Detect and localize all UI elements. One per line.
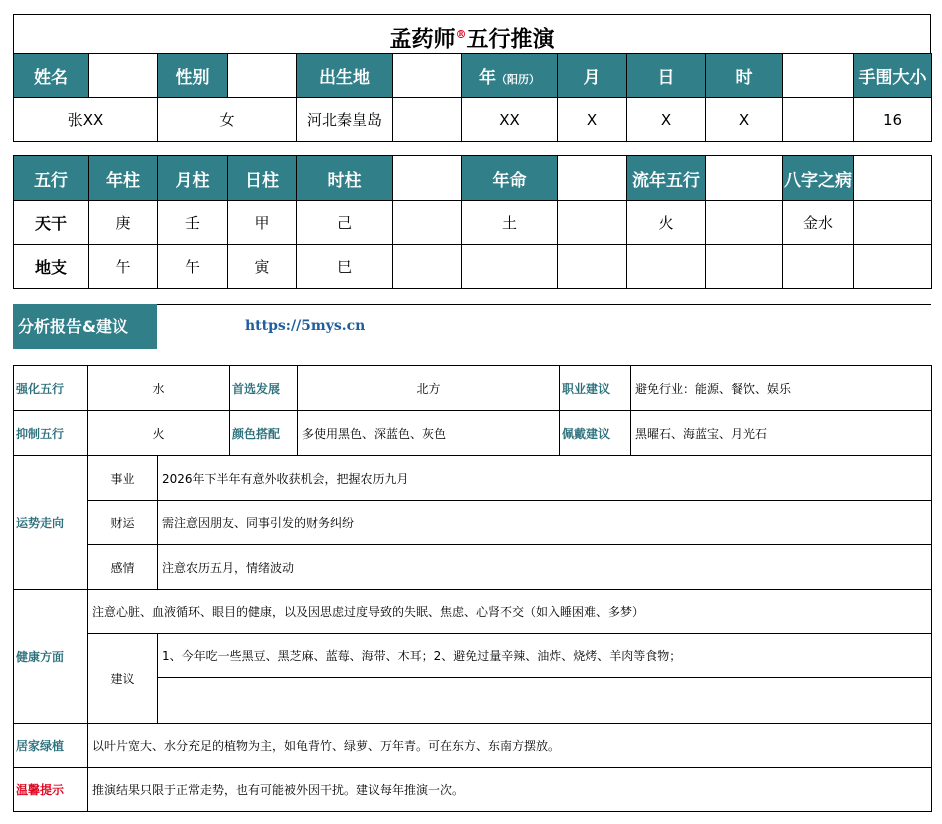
health-advice-label: 建议 [88,634,158,724]
value-liunian: 火 [627,201,706,245]
header-day-pillar: 日柱 [228,156,297,201]
header-hour-pillar: 时柱 [297,156,393,201]
bazi-table [13,155,932,289]
blank-cell [158,678,932,724]
label-suppress: 抑制五行 [14,411,88,456]
blank-cell [854,245,932,289]
blank-cell [558,201,627,245]
dizhi-month: 午 [158,245,228,289]
value-colors: 多使用黑色、深蓝色、灰色 [298,411,560,456]
title-rest: 五行推演 [466,26,555,53]
label-strengthen: 强化五行 [14,366,88,411]
label-direction: 首选发展 [230,366,298,411]
fortune-career-key: 事业 [88,456,158,501]
header-day: 日 [627,54,706,98]
value-bazi-bing: 金水 [783,201,854,245]
header-hand-size: 手围大小 [854,54,932,98]
value-strengthen: 水 [88,366,230,411]
blank-cell [854,201,932,245]
title-main: 孟药师 [389,26,456,53]
report-heading [13,304,157,349]
value-month: X [558,98,627,142]
blank-cell [558,245,627,289]
tiangan-day: 甲 [228,201,297,245]
value-nianming: 土 [462,201,558,245]
home-plants-value: 以叶片宽大、水分充足的植物为主，如龟背竹、绿萝、万年青。可在东方、东南方摆放。 [88,724,932,768]
value-year: XX [462,98,558,142]
title-box [13,14,931,54]
value-name: 张XX [14,98,158,142]
header-month-pillar: 月柱 [158,156,228,201]
header-liunian: 流年五行 [627,156,706,201]
info-table [13,53,932,142]
label-tiangan: 天干 [14,201,89,245]
fortune-love-value: 注意农历五月，情绪波动 [158,545,932,590]
value-hour: X [706,98,783,142]
header-wuxing: 五行 [14,156,89,201]
blank-cell [393,54,462,98]
blank-cell [228,54,297,98]
value-career: 避免行业：能源、餐饮、娱乐 [631,366,932,411]
fortune-wealth-key: 财运 [88,501,158,545]
blank-cell [706,201,783,245]
blank-cell [627,245,706,289]
label-wear: 佩戴建议 [560,411,631,456]
report-heading-text: 分析报告&建议 [18,317,128,336]
tiangan-hour: 己 [297,201,393,245]
warm-tip-value: 推演结果只限于正常走势，也有可能被外因干扰。建议每年推演一次。 [88,768,932,812]
blank-cell [462,245,558,289]
dizhi-day: 寅 [228,245,297,289]
tiangan-month: 壬 [158,201,228,245]
value-suppress: 火 [88,411,230,456]
blank-cell [558,156,627,201]
blank-cell [854,156,932,201]
header-month: 月 [558,54,627,98]
blank-cell [393,98,462,142]
header-gender: 性别 [158,54,228,98]
blank-cell [706,156,783,201]
value-day: X [627,98,706,142]
label-fortune: 运势走向 [14,456,88,590]
header-nianming: 年命 [462,156,558,201]
label-career: 职业建议 [560,366,631,411]
blank-cell [393,156,462,201]
header-year [462,54,558,98]
value-hand-size: 16 [854,98,932,142]
fortune-wealth-value: 需注意因朋友、同事引发的财务纠纷 [158,501,932,545]
header-name: 姓名 [14,54,89,98]
registered-mark: ® [455,28,467,41]
report-table [13,365,932,812]
blank-cell [783,98,854,142]
value-birthplace: 河北秦皇岛 [297,98,393,142]
blank-cell [783,245,854,289]
blank-cell [393,201,462,245]
header-year-pillar: 年柱 [89,156,158,201]
header-year-label: 年 [479,68,496,88]
value-wear: 黑曜石、海蓝宝、月光石 [631,411,932,456]
label-home-plants: 居家绿植 [14,724,88,768]
tiangan-year: 庚 [89,201,158,245]
label-health: 健康方面 [14,590,88,724]
value-direction: 北方 [298,366,560,411]
dizhi-hour: 巳 [297,245,393,289]
label-warm-tip: 温馨提示 [14,768,88,812]
fortune-career-value: 2026年下半年有意外收获机会，把握农历九月 [158,456,932,501]
blank-cell [706,245,783,289]
health-note: 注意心脏、血液循环、眼目的健康，以及因思虑过度导致的失眠、焦虑、心肾不交（如入睡困难、多梦） [88,590,932,634]
blank-cell [89,54,158,98]
dizhi-year: 午 [89,245,158,289]
header-year-solar: （阳历） [496,73,540,86]
label-dizhi: 地支 [14,245,89,289]
header-hour: 时 [706,54,783,98]
website-link[interactable]: https://5mys.cn [245,318,366,334]
label-colors: 颜色搭配 [230,411,298,456]
value-gender: 女 [158,98,297,142]
blank-cell [393,245,462,289]
header-birthplace: 出生地 [297,54,393,98]
header-bazi-bing: 八字之病 [783,156,854,201]
fortune-love-key: 感情 [88,545,158,590]
health-advice: 1、今年吃一些黑豆、黑芝麻、蓝莓、海带、木耳；2、避免过量辛辣、油炸、烧烤、羊肉等食物； [158,634,932,678]
blank-cell [783,54,854,98]
